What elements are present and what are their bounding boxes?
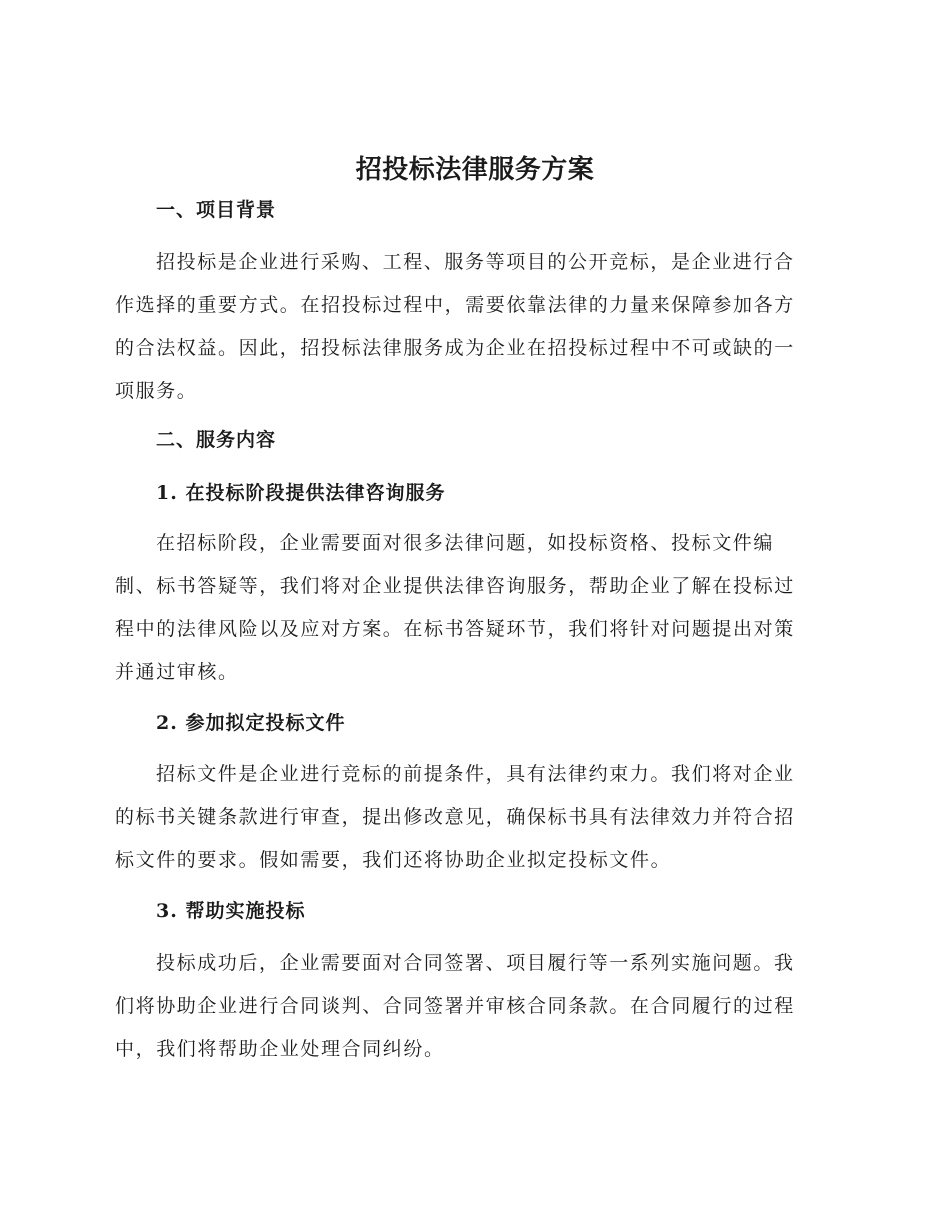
paragraph-line: 中，我们将帮助企业处理合同纠纷。 <box>115 1038 445 1060</box>
document-title: 招投标法律服务方案 <box>355 155 595 185</box>
paragraph-line: 标文件的要求。假如需要，我们还将协助企业拟定投标文件。 <box>115 849 672 871</box>
paragraph-line: 的标书关键条款进行审查，提出修改意见，确保标书具有法律效力并符合招 <box>115 806 795 828</box>
paragraph-line: 并通过审核。 <box>115 661 239 683</box>
paragraph-line: 作选择的重要方式。在招投标过程中，需要依靠法律的力量来保障参加各方 <box>115 294 795 316</box>
paragraph-bid-documents <box>115 753 830 882</box>
section-heading-service-content: 二、服务内容 <box>156 429 277 451</box>
paragraph-line: 招标文件是企业进行竞标的前提条件，具有法律约束力。我们将对企业 <box>156 763 795 785</box>
section-heading-project-background: 一、项目背景 <box>156 199 277 221</box>
subsection-heading-bid-documents: 2. 参加拟定投标文件 <box>156 712 346 734</box>
paragraph-line: 项服务。 <box>115 380 198 402</box>
paragraph-line: 制、标书答疑等，我们将对企业提供法律咨询服务，帮助企业了解在投标过 <box>115 575 795 597</box>
paragraph-line: 招投标是企业进行采购、工程、服务等项目的公开竞标，是企业进行合 <box>156 251 795 273</box>
paragraph-line: 们将协助企业进行合同谈判、合同签署并审核合同条款。在合同履行的过程 <box>115 995 795 1017</box>
paragraph-legal-consulting <box>115 522 830 694</box>
paragraph-line: 在招标阶段，企业需要面对很多法律问题，如投标资格、投标文件编 <box>156 532 775 554</box>
paragraph-bid-implementation <box>115 942 830 1071</box>
subsection-heading-legal-consulting: 1. 在投标阶段提供法律咨询服务 <box>156 482 446 504</box>
paragraph-line: 程中的法律风险以及应对方案。在标书答疑环节，我们将针对问题提出对策 <box>115 618 795 640</box>
paragraph-line: 的合法权益。因此，招投标法律服务成为企业在招投标过程中不可或缺的一 <box>115 337 795 359</box>
subsection-heading-bid-implementation: 3. 帮助实施投标 <box>156 900 306 922</box>
paragraph-project-background <box>115 241 830 413</box>
paragraph-line: 投标成功后，企业需要面对合同签署、项目履行等一系列实施问题。我 <box>156 952 795 974</box>
